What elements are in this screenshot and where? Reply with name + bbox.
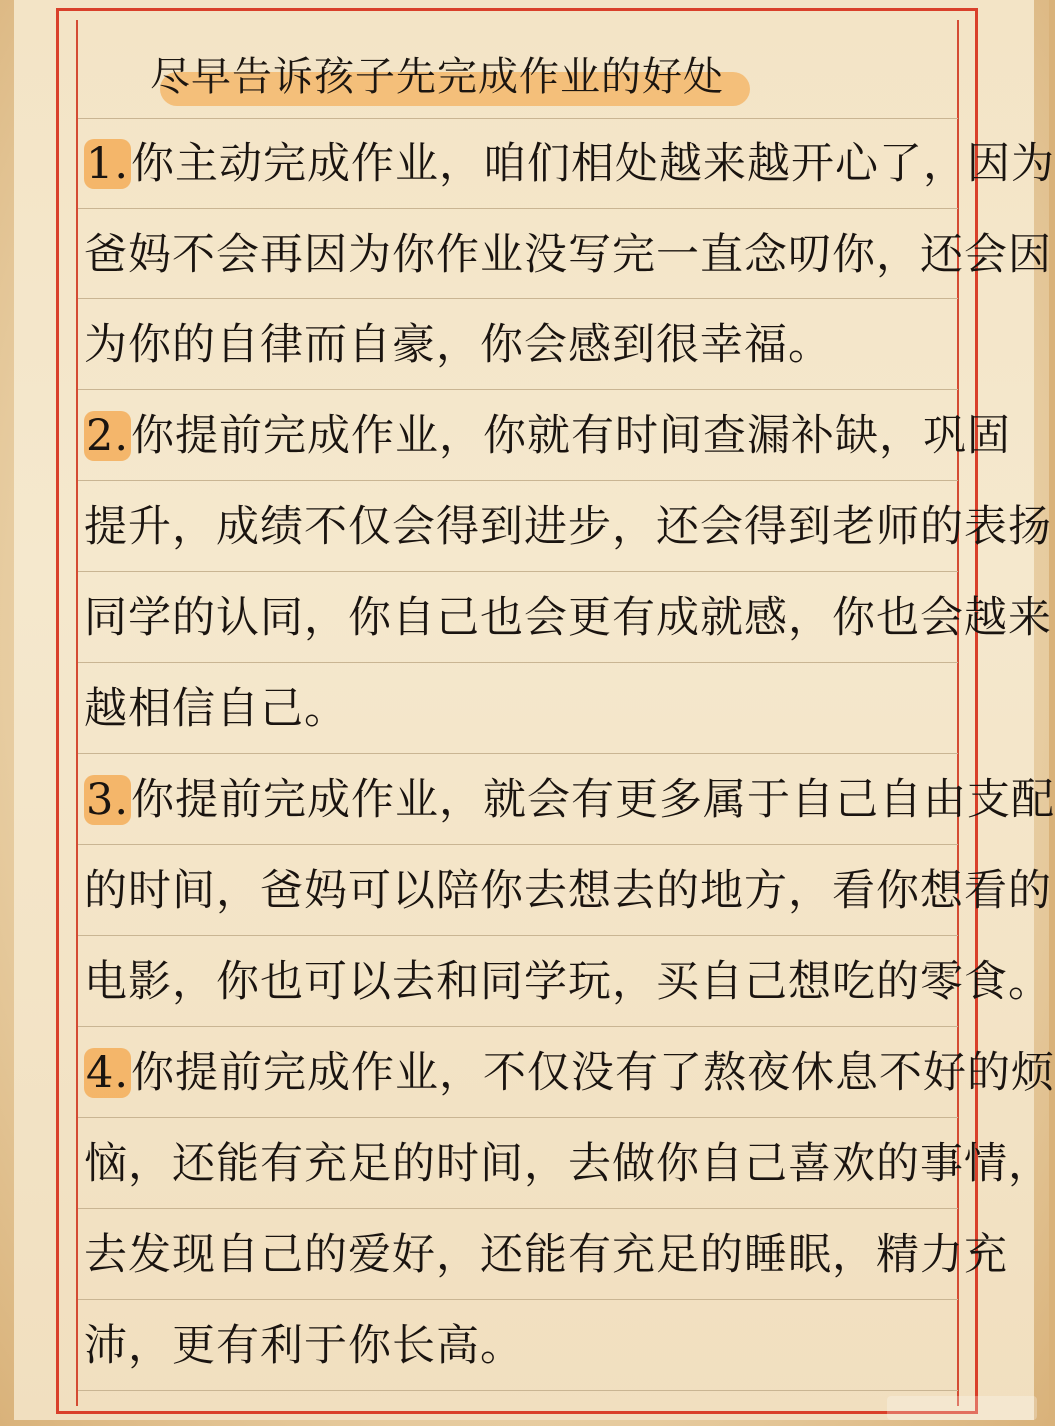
point-3-line-3: 电影，你也可以去和同学玩，买自己想吃的零食。	[84, 957, 1052, 1007]
point-4-line-1: 4.你提前完成作业，不仅没有了熬夜休息不好的烦	[86, 1048, 1055, 1098]
point-2-number: 2.	[86, 411, 130, 461]
point-2-line-3: 同学的认同，你自己也会更有成就感，你也会越来	[84, 593, 1052, 643]
point-3-number: 3.	[86, 775, 130, 825]
point-4-line-4: 沛，更有利于你长高。	[84, 1321, 524, 1371]
watermark	[887, 1396, 1037, 1420]
point-1-line-1: 1.你主动完成作业，咱们相处越来越开心了，因为	[86, 139, 1055, 189]
page-title: 尽早告诉孩子先完成作业的好处	[150, 54, 724, 100]
point-3-line-2: 的时间，爸妈可以陪你去想去的地方，看你想看的	[84, 866, 1052, 916]
point-4-line-2: 恼，还能有充足的时间，去做你自己喜欢的事情，	[84, 1139, 1052, 1189]
point-1-line-2: 爸妈不会再因为你作业没写完一直念叨你，还会因	[84, 230, 1052, 280]
point-3-line-1: 3.你提前完成作业，就会有更多属于自己自由支配	[86, 775, 1055, 825]
point-2-line-1: 2.你提前完成作业，你就有时间查漏补缺，巩固	[86, 411, 1012, 461]
point-1-line-3: 为你的自律而自豪，你会感到很幸福。	[84, 320, 832, 370]
point-2-line-4: 越相信自己。	[84, 684, 348, 734]
point-4-number: 4.	[86, 1048, 130, 1098]
point-1-number: 1.	[86, 139, 130, 189]
point-2-line-2: 提升，成绩不仅会得到进步，还会得到老师的表扬	[84, 502, 1052, 552]
point-4-line-3: 去发现自己的爱好，还能有充足的睡眠，精力充	[84, 1230, 1008, 1280]
